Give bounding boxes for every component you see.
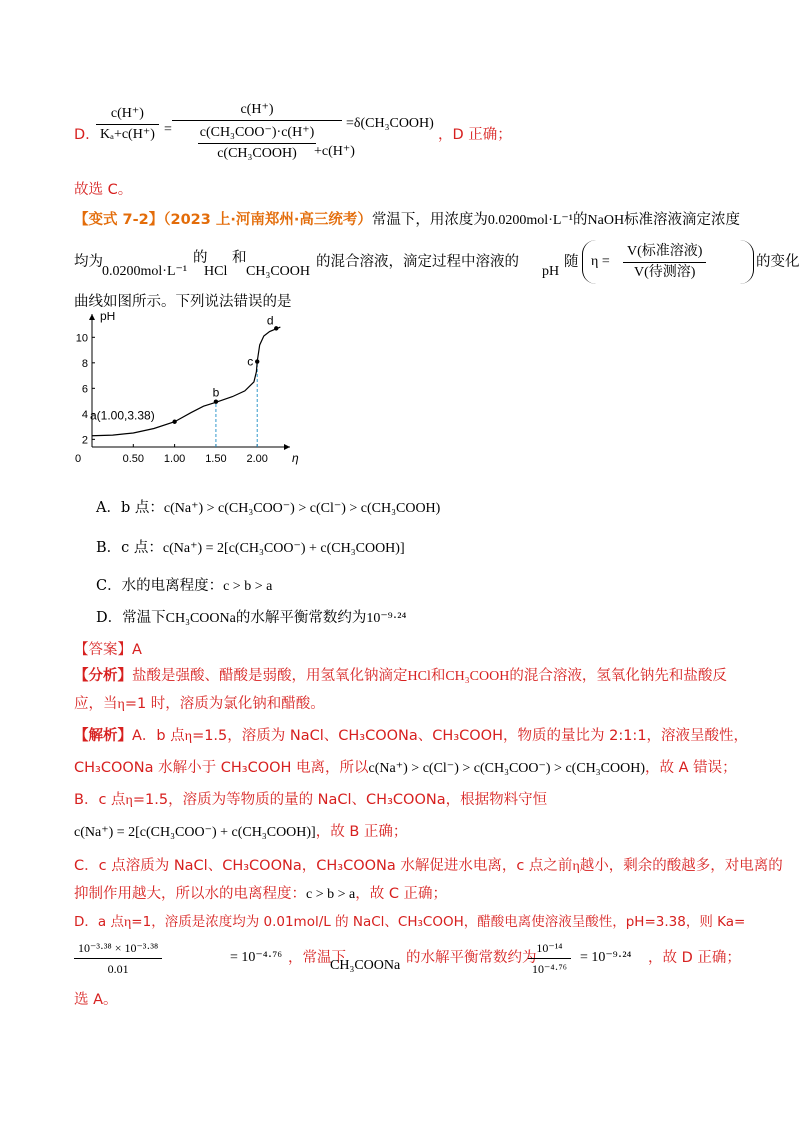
point-b xyxy=(214,400,218,404)
point-label-c: c xyxy=(247,354,254,369)
eq-sign: = xyxy=(164,122,172,137)
x-tick-label: 2.00 xyxy=(246,453,268,465)
option-c: C．水的电离程度：c > b > a xyxy=(96,578,273,594)
x-axis-label: η xyxy=(292,451,299,465)
question-line-1: 【变式 7-2】（2023 上·河南郑州·高三统考）常温下，用浓度为0.0200mol·L⁻¹的NaOH标准溶液滴定浓度 xyxy=(74,212,741,228)
analysis-line-2: 应，当η=1 时，溶质为氯化钠和醋酸。 xyxy=(74,696,325,712)
x-tick-label: 1.00 xyxy=(163,453,186,465)
x-tick-label: 0.50 xyxy=(122,453,145,465)
y-tick-label: 4 xyxy=(81,408,88,421)
question-line-3: 曲线如图所示。下列说法错误的是 xyxy=(74,294,292,310)
y-axis-label: pH xyxy=(100,312,116,323)
question-tag: 【变式 7-2】 xyxy=(74,212,164,228)
explain-line-3: B．c 点η=1.5，溶质为等物质的量的 NaCl、CH₃COONa，根据物料守恒 xyxy=(74,792,548,808)
y-axis-arrow xyxy=(89,314,95,320)
explain-line-6: 抑制作用越大，所以水的电离程度：c > b > a，故 C 正确； xyxy=(74,886,448,902)
y-tick-label: 6 xyxy=(81,383,88,396)
choose-c: 故选 C。 xyxy=(74,182,133,198)
y-tick-label: 10 xyxy=(75,332,88,345)
plus-h: +c(H⁺) xyxy=(314,144,355,159)
top-d-label: D. xyxy=(74,127,90,143)
point-label-b: b xyxy=(212,385,220,400)
frac-2-num: c(H⁺) xyxy=(240,102,274,117)
x-tick-label: 0 xyxy=(74,453,82,465)
explain-line-1: 【解析】A．b 点η=1.5，溶质为 NaCl、CH₃COONa、CH₃COOH，物质的量比为 2:1:1，溶液呈酸性， xyxy=(74,728,749,744)
explain-line-4: c(Na⁺) = 2[c(CH₃COO⁻) + c(CH₃COOH)]，故 B 正确； xyxy=(74,824,408,840)
y-tick-label: 2 xyxy=(81,434,88,447)
point-a xyxy=(172,420,176,424)
point-label-a: a(1.00,3.38) xyxy=(90,408,155,423)
ka-fraction: $\frac{\text{10⁻³·³⁸ × 10⁻³·³⁸}}{0.01}$ xyxy=(74,938,162,979)
option-a: A．b 点：c(Na⁺) > c(CH₃COO⁻) > c(Cl⁻) > c(CH₃COOH) xyxy=(96,500,441,516)
explain-line-5: C．c 点溶质为 NaCl、CH₃COONa，CH₃COONa 水解促进水电离，c 点之前η越小，剩余的酸越多，对电离的 xyxy=(74,858,783,874)
frac-1: $\frac{c(H^+)}{\text{Kₐ+c(H⁺)}}$ xyxy=(96,104,159,145)
top-d-correct: ，D 正确； xyxy=(438,127,512,143)
explain-line-2: CH₃COONa 水解小于 CH₃COOH 电离，所以c(Na⁺) > c(Cl⁻) > c(CH₃COO⁻) > c(CH₃COOH)，故 A 错误； xyxy=(74,760,737,776)
frac-2-line xyxy=(172,120,342,121)
analysis-line-1: 【分析】盐酸是强酸、醋酸是弱酸，用氢氧化钠滴定HCl和CH₃COOH的混合溶液，氢氧化钠先和盐酸反 xyxy=(74,668,727,684)
answer-label: 【答案】A xyxy=(74,642,142,658)
frac-3: $\frac{\text{c(CH₃COO⁻)·c(H⁺)}}{\text{c(CH₃COOH)}}$ xyxy=(199,125,315,161)
delta-expr: =δ(CH₃COOH) xyxy=(346,116,434,131)
point-label-d: d xyxy=(266,313,274,328)
final-answer: 选 A。 xyxy=(74,992,118,1008)
kh-fraction: $\frac{\text{10⁻¹⁴}}{\text{10⁻⁴·⁷⁶}}$ xyxy=(528,938,571,979)
ph-titration-chart xyxy=(74,312,304,487)
x-axis-arrow xyxy=(284,444,290,450)
option-b: B．c 点：c(Na⁺) = 2[c(CH₃COO⁻) + c(CH₃COOH)] xyxy=(96,540,405,556)
chart-svg xyxy=(74,312,304,487)
eta-def: η = V(标准溶液) V(待测溶) xyxy=(582,240,754,284)
question-source: （2023 上·河南郑州·高三统考） xyxy=(163,212,372,228)
explain-line-7: D．a 点η=1，溶质是浓度均为 0.01mol/L 的 NaCl、CH₃COOH，醋酸电离使溶液呈酸性，pH=3.38，则 Ka= xyxy=(74,914,746,930)
option-d: D．常温下CH₃COONa的水解平衡常数约为10⁻⁹·²⁴ xyxy=(96,610,407,626)
x-tick-label: 1.50 xyxy=(205,453,227,465)
point-d xyxy=(274,326,278,330)
y-tick-label: 8 xyxy=(81,357,88,370)
point-c xyxy=(255,359,259,363)
